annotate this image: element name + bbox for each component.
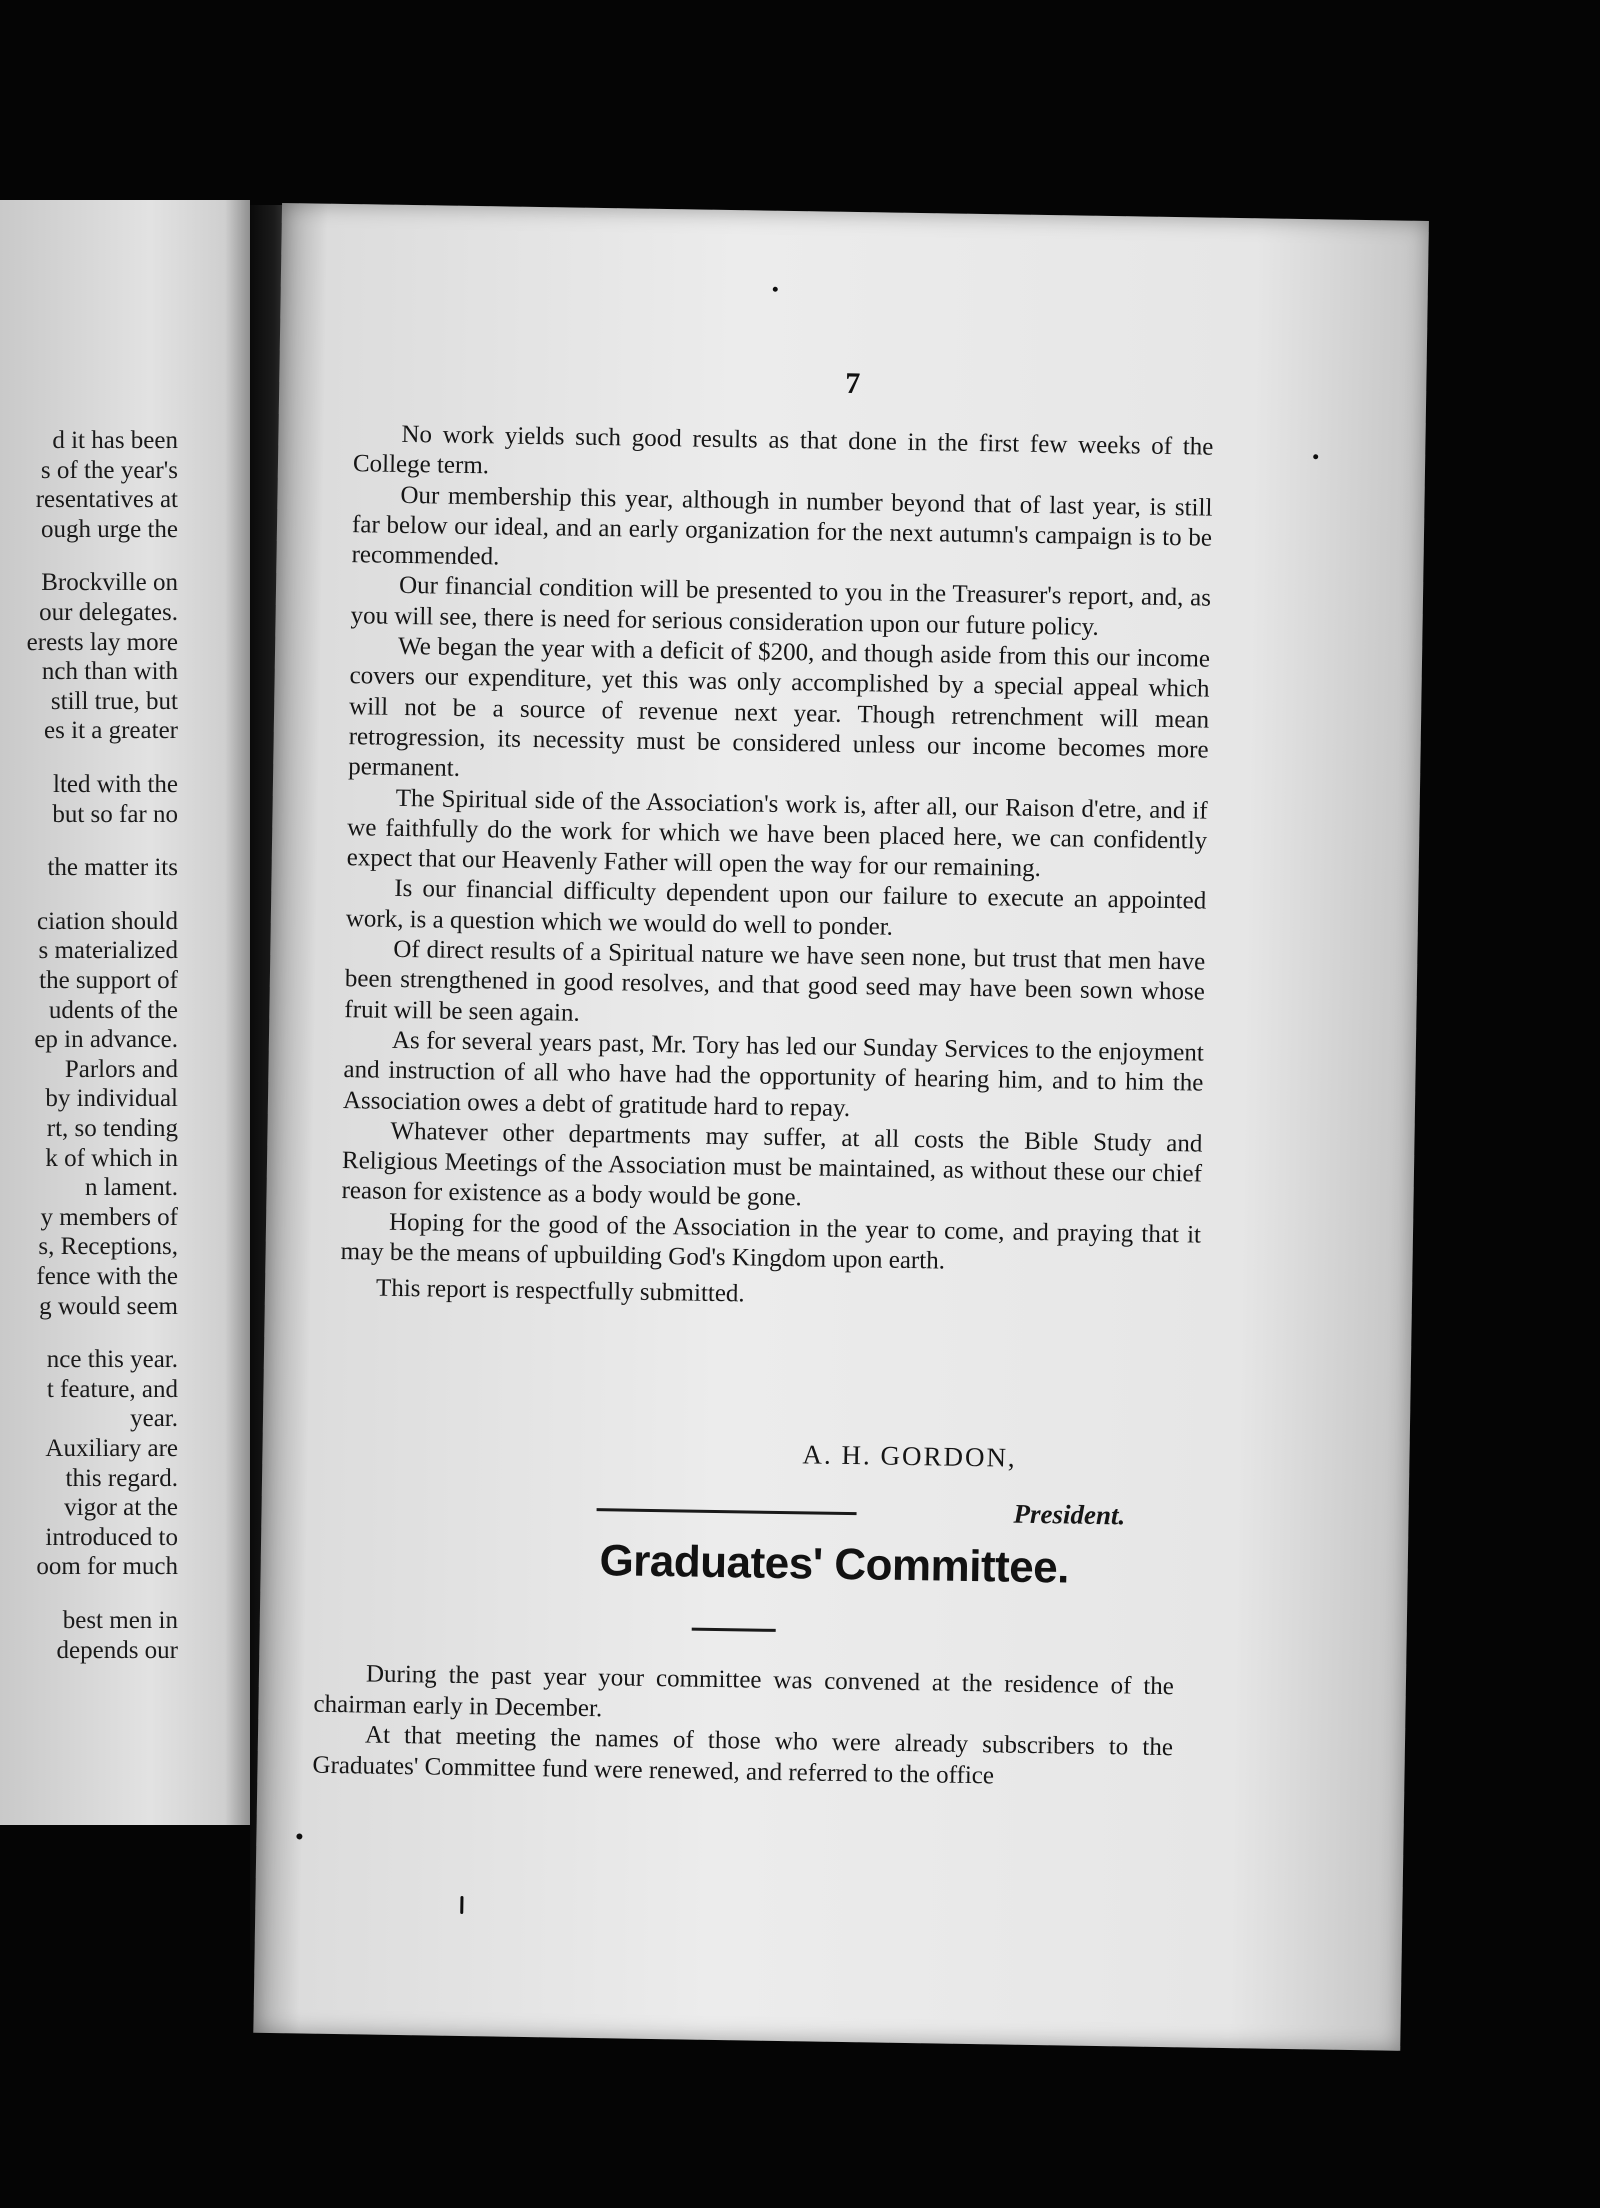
facing-page-line: Parlors and (64, 1055, 178, 1083)
facing-page-line: best men in (62, 1607, 178, 1634)
facing-page-line: ough urge the (40, 515, 178, 543)
ink-speck (773, 287, 778, 292)
facing-page-line: s, Receptions, (38, 1233, 178, 1261)
facing-page-line: resentatives at (35, 486, 178, 514)
facing-page-line: oom for much (36, 1553, 178, 1581)
facing-page-line: k of which in (45, 1144, 178, 1172)
facing-page-line: the matter its (47, 854, 178, 882)
paragraph: The Spiritual side of the Association's work is, after all, our Raison d'etre, and if we faithfully do the work for which we have been placed here, we can confidently expect that our Heavenly Father will open the way for our remaining. (346, 784, 1208, 883)
paragraph: Of direct results of a Spiritual nature we have seen none, but trust that men have been strengthened in good resolves, and that good seed may have been sown whose fruit will be seen again. (344, 935, 1206, 1027)
facing-page-line: s of the year's (40, 456, 178, 484)
paragraph: As for several years past, Mr. Tory has led our Sunday Services to the enjoyment and instruction of all who have had the opportunity of hearing him, and to him the Association owes a debt of gratitude hard to repay. (342, 1026, 1205, 1122)
document-page (253, 203, 1429, 2051)
facing-page (0, 200, 250, 1825)
facing-page-line: nch than with (41, 658, 178, 686)
facing-page-line: still true, but (50, 687, 178, 715)
facing-page-line: s materialized (38, 937, 178, 965)
paragraph: Our membership this year, although in number beyond that of last year, is still far below our ideal, and an early organization for the next autumn's campaign is to be recommended. (351, 481, 1213, 571)
facing-page-line: n lament. (84, 1174, 178, 1202)
facing-page-line: g would seem (39, 1292, 178, 1320)
divider-rule (597, 1508, 857, 1515)
section-heading: Graduates' Committee. (599, 1536, 1070, 1593)
facing-page-line: our delegates. (39, 599, 178, 626)
signature-title: President. (1013, 1498, 1126, 1531)
facing-page-line: y members of (40, 1203, 178, 1231)
facing-page-line: nce this year. (46, 1346, 178, 1374)
signature-name: A. H. GORDON, (802, 1439, 1017, 1473)
facing-page-line: fence with the (36, 1263, 178, 1290)
paragraph: Is our financial difficulty dependent upon our failure to execute an appointed work, is a question which we would do well to ponder. (345, 875, 1207, 941)
facing-page-line: by individual (45, 1085, 178, 1113)
paragraph: Our financial condition will be presented to you in the Treasurer's report, and, as you will see, there is need for serious consideration upon our future policy. (350, 572, 1212, 641)
paragraph: Hoping for the good of the Association in the year to come, and praying that it may be the means of upbuilding God's Kingdom upon earth. (340, 1208, 1202, 1275)
heading-rule (692, 1628, 776, 1632)
paragraph: Whatever other departments may suffer, at all costs the Bible Study and Religious Meetings of the Association must be maintained, as without these our chief reason for existence as a body would be gone. (341, 1117, 1203, 1212)
section-body (312, 1659, 1174, 1794)
facing-page-line: introduced to (45, 1523, 178, 1551)
facing-page-line: es it a greater (44, 717, 178, 745)
facing-page-line: vigor at the (64, 1494, 178, 1522)
paragraph: We began the year with a deficit of $200, and though aside from this our income covers our expenditure, yet this was only accomplished by a special appeal which will not be a source of revenue next year. Though retrenchment will mean retrogression, its necessity must be considered unless our income becomes more permanent. (348, 632, 1211, 783)
facing-page-line: t feature, and (46, 1375, 178, 1403)
ink-speck (296, 1833, 302, 1839)
paragraph: At that meeting the names of those who were already subscribers to the Graduates' Committee fund were renewed, and referred to the office (312, 1721, 1174, 1789)
closing-line: This report is respectfully submitted. (375, 1274, 745, 1308)
facing-page-line: Auxiliary are (45, 1435, 178, 1462)
ink-speck (460, 1896, 463, 1914)
ink-speck (1313, 454, 1318, 459)
facing-page-line: the support of (39, 967, 178, 994)
facing-page-line: ep in advance. (34, 1026, 178, 1054)
paragraph: No work yields such good results as that done in the first few weeks of the College term. (352, 420, 1214, 480)
facing-page-line: d it has been (52, 427, 178, 454)
page-number: 7 (845, 366, 861, 401)
facing-page-line: but so far no (52, 800, 178, 828)
facing-page-line: Brockville on (41, 569, 178, 597)
facing-page-line: year. (130, 1405, 178, 1433)
facing-page-line: rt, so tending (46, 1115, 178, 1142)
facing-page-line: depends our (56, 1636, 178, 1664)
facing-page-line: udents of the (48, 996, 178, 1024)
facing-page-line: this regard. (65, 1464, 178, 1492)
facing-page-line: lted with the (53, 771, 178, 798)
facing-page-line: erests lay more (26, 628, 178, 656)
report-body (340, 419, 1214, 1317)
paragraph: During the past year your committee was convened at the residence of the chairman early in December. (313, 1660, 1175, 1722)
facing-page-line: ciation should (37, 907, 178, 935)
